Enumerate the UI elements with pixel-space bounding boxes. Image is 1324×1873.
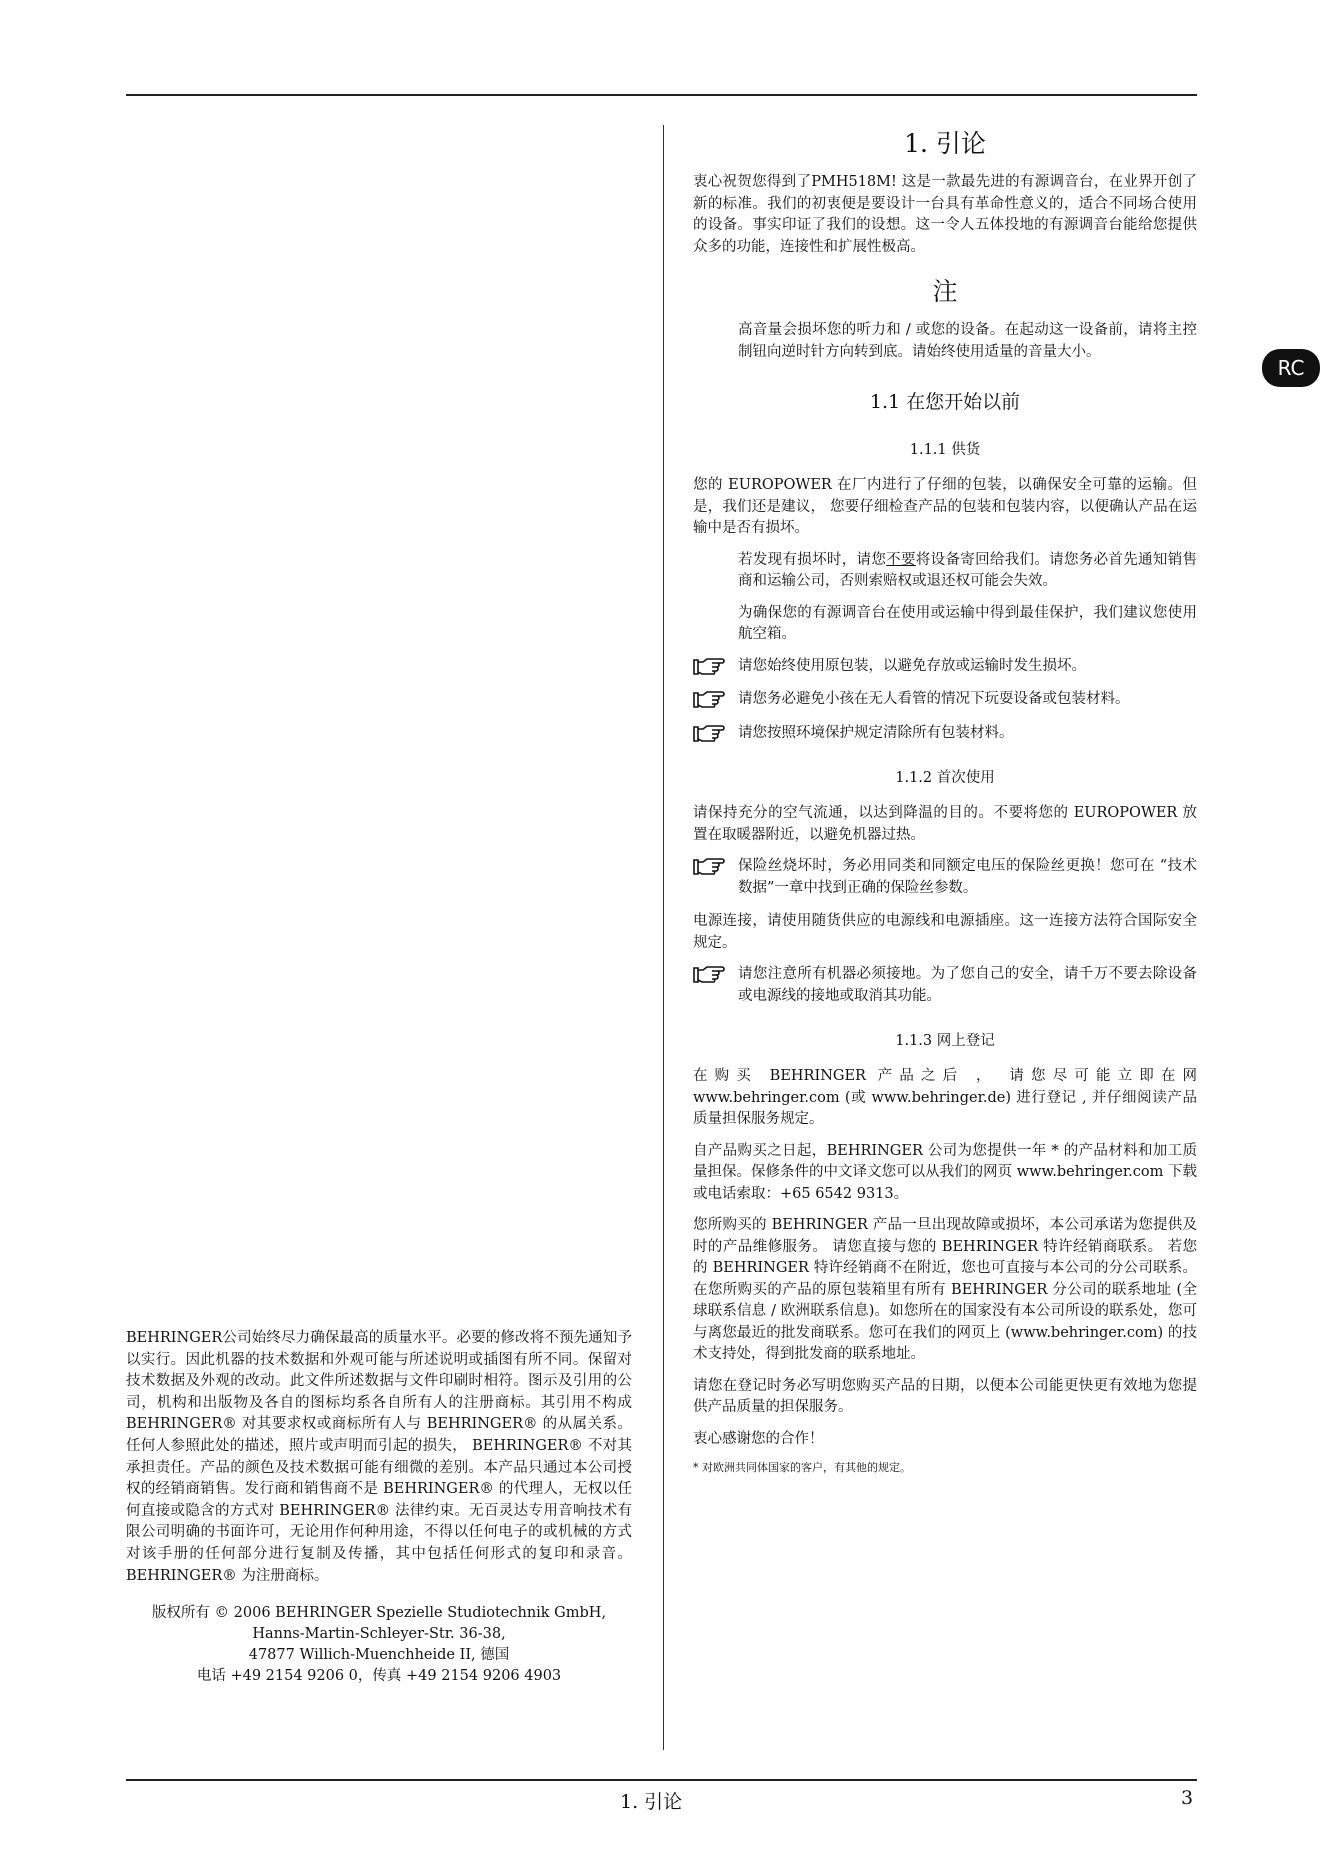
list-item [693, 656, 1197, 678]
copyright-line: 版权所有 © 2006 BEHRINGER Spezielle Studiotechnik GmbH, [151, 1605, 607, 1622]
pointing-hand-icon [693, 965, 725, 985]
copyright-line: 电话 +49 2154 9206 0，传真 +49 2154 9206 4903 [196, 1668, 562, 1685]
subsection-heading: 1.1.3 网上登记 [895, 1033, 995, 1049]
airflow-paragraph: 请保持充分的空气流通，以达到降温的目的。不要将您的 EUROPOWER 放置在取暖器附近，以避免机器过热。 [693, 805, 1197, 843]
legal-disclaimer: BEHRINGER公司始终尽力确保最高的质量水平。必要的修改将不预先通知予以实行。因此机器的技术数据和外观可能与所述说明或插图有所不同。保留对技术数据及外观的改动。此文件所述数据与文件印刷时相符。图示及引用的公司，机构和出版物及各自的图标均系各自所有人的注册商标。其引用不构成 BEHRINGER® 对其要求权或商标所有人与 BEHRINGER® 的从属关系。任何人参照此处的描述，照片或声明而引起的损失， BEHRINGER® 不对其承担责任。产品的颜色及技术数据可能有细微的差别。本产品只通过本公司授权的经销商销售。发行商和销售商不是 BEHRINGER® 的代理人，无权以任何直接或隐含的方式对 BEHRINGER® 法律约束。无百灵达专用音响技术有限公司明确的书面许可，无论用作何种用途，不得以任何电子的或机械的方式对该手册的任何部分进行复制及传播，其中包括任何形式的复印和录音。 BEHRINGER® 为注册商标。 [126, 1330, 632, 1584]
top-rule [126, 94, 1197, 96]
intro-paragraph: 衷心祝贺您得到了PMH518M! 这是一款最先进的有源调音台，在业界开创了新的标准。我们的初衷便是要设计一台具有革命性意义的，适合不同场合使用的设备。事实印证了我们的设想。这一令人五体投地的有源调音台能给您提供众多的功能，连接性和扩展性极高。 [693, 174, 1197, 255]
list-item [693, 723, 1197, 745]
pointing-hand-icon [693, 690, 725, 710]
pointing-hand-icon [693, 657, 725, 677]
damage-text-start: 若发现有损坏时，请您 [738, 551, 887, 568]
left-column [126, 1328, 632, 1687]
column-divider [663, 125, 664, 1750]
pointing-hand-icon [693, 857, 725, 877]
pointing-hand-icon [693, 724, 725, 744]
language-badge: RC [1262, 349, 1320, 387]
list-item [693, 689, 1197, 711]
list-item-text: 请您注意所有机器必须接地。为了您自己的安全，请千万不要去除设备或电源线的接地或取消其功能。 [738, 966, 1197, 1004]
chapter-title: 1. 引论 [904, 129, 986, 158]
copyright-block [126, 1603, 632, 1687]
note-paragraph: 高音量会损坏您的听力和 / 或您的设备。在起动这一设备前，请将主控制钮向逆时针方向转到底。请始终使用适量的音量大小。 [738, 322, 1197, 360]
subsection-heading: 1.1.1 供货 [909, 442, 981, 458]
bottom-rule [126, 1779, 1197, 1781]
flightcase-paragraph: 为确保您的有源调音台在使用或运输中得到最佳保护，我们建议您使用航空箱。 [738, 604, 1197, 642]
copyright-line: 47877 Willich-Muenchheide II, 德国 [248, 1647, 510, 1664]
warranty-paragraph: 自产品购买之日起，BEHRINGER 公司为您提供一年 * 的产品材料和加工质量担保。保修条件的中文译文您可以从我们的网页 www.behringer.com 下载或电话索取：+65 6542 9313。 [693, 1142, 1197, 1202]
damage-text-end: 将设备寄回给我们。请您务必首先通知销售商和运输公司，否则索赔权或退还权可能会失效。 [738, 551, 1198, 589]
list-item [693, 964, 1197, 1007]
damage-paragraph [738, 550, 1197, 593]
page-number: 3 [1181, 1787, 1194, 1809]
service-paragraph: 您所购买的 BEHRINGER 产品一旦出现故障或损坏，本公司承诺为您提供及时的产品维修服务。 请您直接与您的 BEHRINGER 特许经销商联系。 若您的 BEHRINGER 特许经销商不在附近，您也可直接与本公司的分公司联系。在您所购买的产品的原包装箱里有所有 BEHRINGER 分公司的联系地址 (全球联系信息 / 欧洲联系信息)。如您所在的国家没有本公司所设的联系处，您可与离您最近的批发商联系。您可在我们的网页上 (www.behringer.com) 的技术支持处，得到批发商的联系地址。 [693, 1217, 1197, 1362]
list-item-text: 请您务必避免小孩在无人看管的情况下玩耍设备或包装材料。 [738, 691, 1130, 707]
list-item [693, 856, 1197, 899]
note-heading: 注 [932, 277, 958, 306]
list-item-text: 请您始终使用原包装，以避免存放或运输时发生损坏。 [738, 657, 1086, 674]
subsection-heading: 1.1.2 首次使用 [895, 770, 995, 786]
list-item-text: 保险丝烧坏时，务必用同类和同额定电压的保险丝更换！您可在 “技术数据”一章中找到正确的保险丝参数。 [738, 858, 1197, 896]
footnote: * 对欧洲共同体国家的客户，有其他的规定。 [693, 1461, 911, 1474]
footer-chapter-title: 1. 引论 [620, 1791, 683, 1813]
delivery-paragraph: 您的 EUROPOWER 在厂内进行了仔细的包装，以确保安全可靠的运输。但是，我们还是建议， 您要仔细检查产品的包装和包装内容，以便确认产品在运输中是否有损坏。 [693, 477, 1197, 536]
section-heading: 1.1 在您开始以前 [869, 391, 1021, 413]
registration-date-paragraph: 请您在登记时务必写明您购买产品的日期，以便本公司能更快更有效地为您提供产品质量的担保服务。 [693, 1377, 1197, 1415]
thanks-text: 衷心感谢您的合作！ [693, 1430, 824, 1447]
registration-paragraph: 在购买 BEHRINGER 产品之后 ， 请您尽可能立即在网 www.behringer.com (或 www.behringer.de) 进行登记 , 并仔细阅读产品质量担保服务规定。 [693, 1068, 1197, 1127]
right-column [693, 118, 1197, 1476]
list-item-text: 请您按照环境保护规定清除所有包装材料。 [738, 724, 1014, 741]
damage-text-underlined: 不要 [886, 551, 916, 568]
power-paragraph: 电源连接，请使用随货供应的电源线和电源插座。这一连接方法符合国际安全规定。 [693, 913, 1197, 951]
copyright-line: Hanns-Martin-Schleyer-Str. 36-38, [252, 1626, 506, 1643]
